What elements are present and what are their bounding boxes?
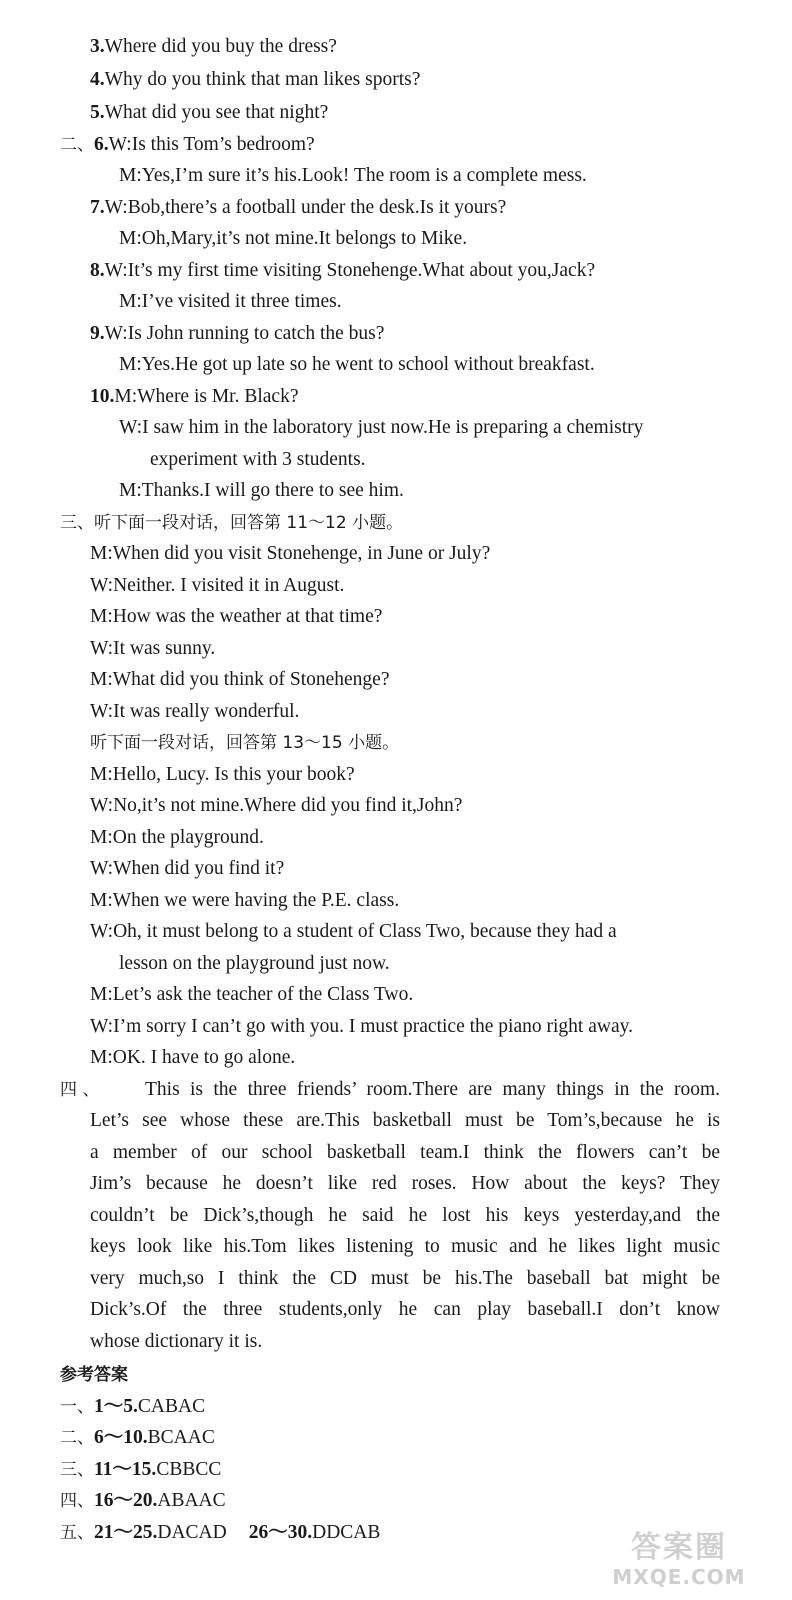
question-8: 8.W:It’s my first time visiting Stonehenge.What about you,Jack? (90, 260, 596, 281)
dialogue-line: W:It was sunny. (90, 638, 216, 659)
dialogue-line: M:On the playground. (90, 827, 264, 848)
answer-row: 一、1～5.CABAC (60, 1396, 206, 1417)
watermark-url-text: MXQE.COM (612, 1565, 746, 1589)
dialogue-line: W:When did you find it? (90, 858, 285, 879)
dialogue-line: M:What did you think of Stonehenge? (90, 669, 390, 690)
dialogue-line: M:I’ve visited it three times. (119, 291, 342, 312)
question-4: 4.Why do you think that man likes sports? (90, 69, 421, 90)
section-instruction: 三、听下面一段对话，回答第 11～12 小题。 (60, 513, 404, 533)
passage-line: very much,so I think the CD must be his.The baseball bat might be (90, 1268, 720, 1289)
dialogue-line: M:When we were having the P.E. class. (90, 890, 400, 911)
passage-line: Dick’s.Of the three students,only he can play baseball.I don’t know (90, 1299, 720, 1320)
dialogue-line: M:Oh,Mary,it’s not mine.It belongs to Mike. (119, 228, 468, 249)
passage-line: keys look like his.Tom likes listening to music and he likes light music (90, 1236, 720, 1257)
dialogue-line: M:Hello, Lucy. Is this your book? (90, 764, 355, 785)
site-watermark (584, 1530, 774, 1592)
passage-line: Let’s see whose these are.This basketball must be Tom’s,because he is (90, 1110, 720, 1131)
dialogue-line: M:Let’s ask the teacher of the Class Two. (90, 984, 414, 1005)
passage-line: whose dictionary it is. (90, 1331, 263, 1352)
dialogue-line: W:It was really wonderful. (90, 701, 300, 722)
dialogue-line: experiment with 3 students. (150, 449, 366, 470)
dialogue-line: M:Yes.He got up late so he went to school without breakfast. (119, 354, 595, 375)
section-instruction: 听下面一段对话，回答第 13～15 小题。 (90, 733, 400, 753)
question-9: 9.W:Is John running to catch the bus? (90, 323, 385, 344)
dialogue-line: W:I saw him in the laboratory just now.He is preparing a chemistry (119, 417, 644, 438)
answer-row: 四、16～20.ABAAC (60, 1490, 226, 1511)
dialogue-line: M:Yes,I’m sure it’s his.Look! The room is a complete mess. (119, 165, 587, 186)
dialogue-line: W:Oh, it must belong to a student of Class Two, because they had a (90, 921, 617, 942)
passage-line: a member of our school basketball team.I think the flowers can’t be (90, 1142, 720, 1163)
watermark-logo-text: 答案圈 (631, 1530, 727, 1565)
question-3: 3.Where did you buy the dress? (90, 36, 337, 57)
passage-line: 四、 This is the three friends’ room.There are many things in the room. (60, 1079, 720, 1100)
answer-row: 五、21～25.DACAD 26～30.DDCAB (60, 1522, 381, 1543)
dialogue-line: W:No,it’s not mine.Where did you find it,John? (90, 795, 463, 816)
dialogue-line: M:How was the weather at that time? (90, 606, 383, 627)
dialogue-line: W:Neither. I visited it in August. (90, 575, 345, 596)
answers-heading: 参考答案 (60, 1365, 128, 1385)
answer-row: 二、6～10.BCAAC (60, 1427, 215, 1448)
dialogue-line: W:I’m sorry I can’t go with you. I must practice the piano right away. (90, 1016, 633, 1037)
dialogue-line: M:When did you visit Stonehenge, in June or July? (90, 543, 491, 564)
answer-row: 三、11～15.CBBCC (60, 1459, 222, 1480)
passage-line: Jim’s because he doesn’t like red roses. How about the keys? They (90, 1173, 720, 1194)
question-6: 二、6.W:Is this Tom’s bedroom? (60, 134, 315, 155)
passage-line: couldn’t be Dick’s,though he said he lost his keys yesterday,and the (90, 1205, 720, 1226)
question-7: 7.W:Bob,there’s a football under the desk.Is it yours? (90, 197, 507, 218)
dialogue-line: M:Thanks.I will go there to see him. (119, 480, 404, 501)
question-10: 10.M:Where is Mr. Black? (90, 386, 299, 407)
dialogue-line: M:OK. I have to go alone. (90, 1047, 296, 1068)
dialogue-line: lesson on the playground just now. (119, 953, 390, 974)
question-5: 5.What did you see that night? (90, 102, 329, 123)
